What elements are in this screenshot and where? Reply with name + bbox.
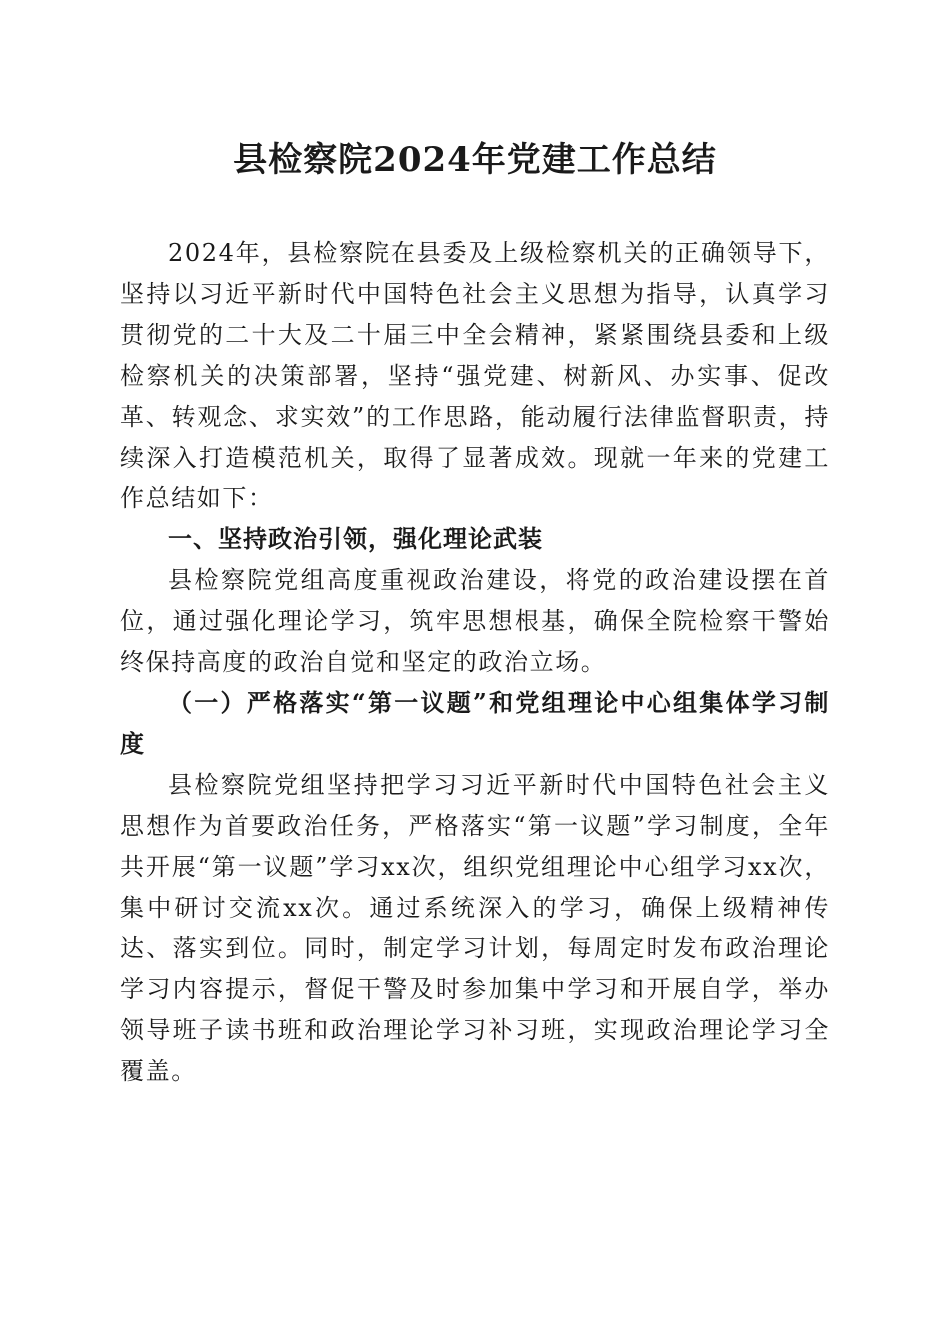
- subsection-1-1-paragraph: 县检察院党组坚持把学习习近平新时代中国特色社会主义思想作为首要政治任务，严格落实“第一议题”学习制度，全年共开展“第一议题”学习xx次，组织党组理论中心组学习xx次，集中研讨交流xx次。通过系统深入的学习，确保上级精神传达、落实到位。同时，制定学习计划，每周定时发布政治理论学习内容提示，督促干警及时参加集中学习和开展自学，举办领导班子读书班和政治理论学习补习班，实现政治理论学习全覆盖。: [120, 770, 830, 1086]
- subsection-heading-1-1: （一）严格落实“第一议题”和党组理论中心组集体学习制度: [120, 687, 830, 758]
- section-heading-1: 一、坚持政治引领，强化理论武装: [168, 525, 543, 554]
- section-1-paragraph: 县检察院党组高度重视政治建设，将党的政治建设摆在首位，通过强化理论学习，筑牢思想根基，确保全院检察干警始终保持高度的政治自觉和坚定的政治立场。: [120, 566, 830, 677]
- document-body: [120, 233, 830, 1092]
- document-title: 县检察院2024年党建工作总结: [233, 140, 717, 180]
- intro-paragraph: 2024年，县检察院在县委及上级检察机关的正确领导下，坚持以习近平新时代中国特色社会主义思想为指导，认真学习贯彻党的二十大及二十届三中全会精神，紧紧围绕县委和上级检察机关的决策部署，坚持“强党建、树新风、办实事、促改革、转观念、求实效”的工作思路，能动履行法律监督职责，持续深入打造模范机关，取得了显著成效。现就一年来的党建工作总结如下：: [120, 239, 830, 513]
